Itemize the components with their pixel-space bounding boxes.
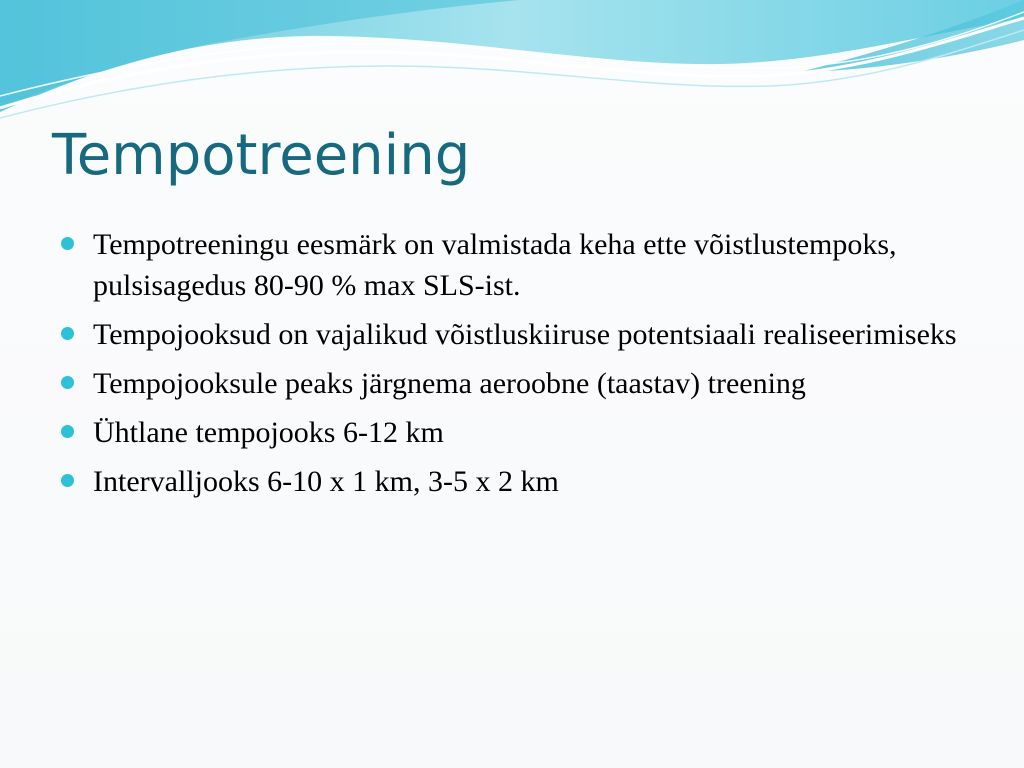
bullet-list — [60, 224, 960, 510]
bullet-dot-icon — [61, 376, 74, 389]
bullet-item — [60, 363, 960, 404]
bullet-text: Intervalljooks 6-10 x 1 km, 3-5 x 2 km — [93, 465, 559, 498]
bullet-dot-icon — [61, 474, 74, 487]
bullet-text: Tempojooksule peaks järgnema aeroobne (taastav) treening — [93, 367, 806, 400]
wave-header-decoration — [0, 0, 1024, 130]
bullet-item — [60, 412, 960, 453]
bullet-dot-icon — [61, 237, 74, 250]
bullet-item — [60, 314, 960, 355]
bullet-text: Tempojooksud on vajalikud võistluskiiruse potentsiaali realiseerimiseks — [93, 318, 957, 351]
bullet-text: Ühtlane tempojooks 6-12 km — [93, 416, 444, 449]
bullet-item — [60, 461, 960, 502]
slide-title: Tempotreening — [52, 123, 471, 188]
bullet-dot-icon — [61, 327, 74, 340]
bullet-item — [60, 224, 960, 306]
bullet-dot-icon — [61, 425, 74, 438]
bullet-text: Tempotreeningu eesmärk on valmistada keha ette võistlustempoks, pulsisagedus 80-90 % max SLS-ist. — [93, 228, 897, 302]
